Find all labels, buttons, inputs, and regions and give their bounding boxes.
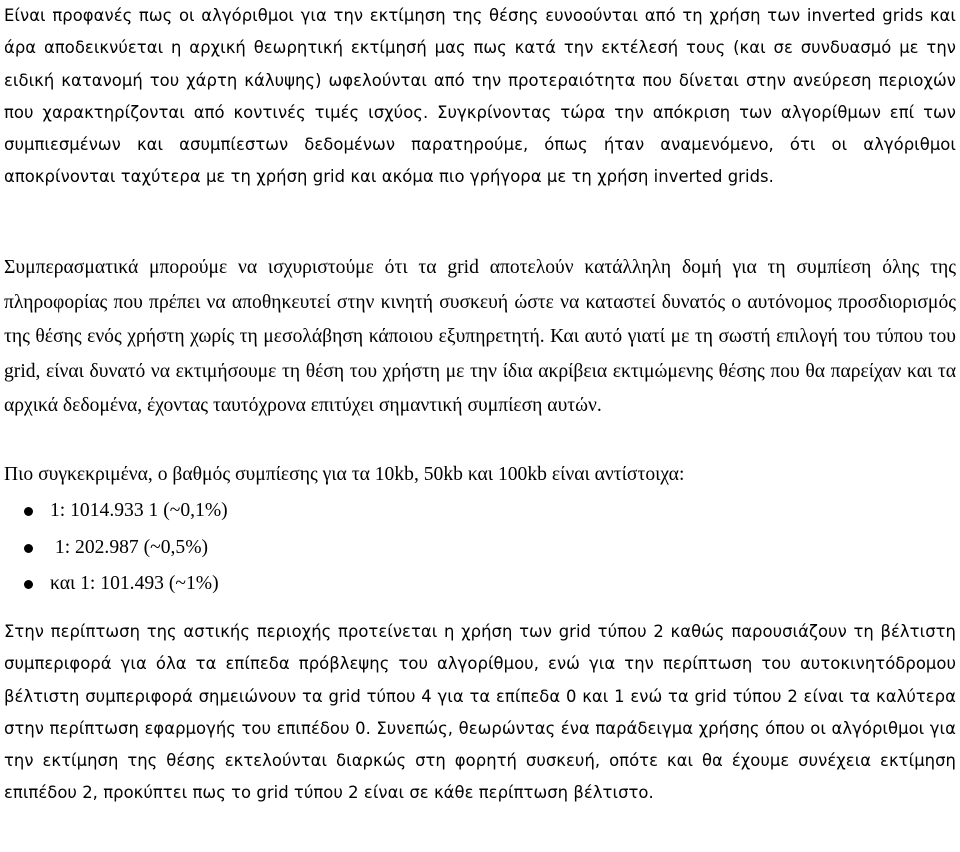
bullet-icon xyxy=(24,580,33,589)
compression-ratio-list xyxy=(24,493,228,603)
list-item xyxy=(24,566,228,603)
bullet-icon xyxy=(24,544,33,553)
paragraph-grid-recommendation: Στην περίπτωση της αστικής περιοχής προτείνεται η χρήση των grid τύπου 2 καθώς παρουσιάζουν τη βέλτιστη συμπεριφορά για όλα τα επίπεδα πρόβλεψης του αλγορίθμου, ενώ για την περίπτωση του αυτοκινητόδρομου βέλτιστη συμπεριφορά σημειώνουν τα grid τύπου 4 για τα επίπεδα 0 και 1 ενώ τα grid τύπου 2 είναι τα καλύτερα στην περίπτωση εφαρμογής του επιπέδου 0. Συνεπώς, θεωρώντας ένα παράδειγμα χρήσης όπου οι αλγόριθμοι για την εκτίμηση της θέσης εκτελούνται διαρκώς στη φορητή συσκευή, οπότε και θα έχουμε συνέχεια εκτίμηση επιπέδου 2, προκύπτει πως το grid τύπου 2 είναι σε κάθε περίπτωση βέλτιστο. xyxy=(4,622,956,803)
list-item xyxy=(24,530,228,567)
bullet-icon xyxy=(24,507,33,516)
list-item-text: και 1: 101.493 (~1%) xyxy=(50,573,219,594)
paragraph-algorithms-results: Είναι προφανές πως οι αλγόριθμοι για την εκτίμηση της θέσης ευνοούνται από τη χρήση των inverted grids και άρα αποδεικνύεται η αρχική θεωρητική εκτίμησή μας πως κατά την εκτέλεσή τους (και σε συνδυασμό με την ειδική κατανομή του χάρτη κάλυψης) ωφελούνται από την προτεραιότητα που δίνεται στην ανεύρεση περιοχών που χαρακτηρίζονται από κοντινές τιμές ισχύος. Συγκρίνοντας τώρα την απόκριση των αλγορίθμων επί των συμπιεσμένων και ασυμπίεστων δεδομένων παρατηρούμε, όπως ήταν αναμενόμενο, ότι οι αλγόριθμοι αποκρίνονται ταχύτερα με τη χρήση grid και ακόμα πιο γρήγορα με τη χρήση inverted grids. xyxy=(4,6,956,187)
paragraph-conclusion: Συμπερασματικά μπορούμε να ισχυριστούμε ότι τα grid αποτελούν κατάλληλη δομή για τη συμπίεση όλης της πληροφορίας που πρέπει να αποθηκευτεί στην κινητή συσκευή ώστε να καταστεί δυνατός ο αυτόνομος προσδιορισμός της θέσης ενός χρήστη χωρίς τη μεσολάβηση κάποιου εξυπηρετητή. Και αυτό γιατί με τη σωστή επιλογή του τύπου του grid, είναι δυνατό να εκτιμήσουμε τη θέση του χρήστη με την ίδια ακρίβεια εκτιμώμενης θέσης που θα παρείχαν και τα αρχικά δεδομένα, έχοντας ταυτόχρονα επιτύχει σημαντική συμπίεση αυτών. xyxy=(4,257,956,417)
paragraph-compression-intro: Πιο συγκεκριμένα, ο βαθμός συμπίεσης για τα 10kb, 50kb και 100kb είναι αντίστοιχα: xyxy=(4,464,685,485)
list-item-text: 1: 202.987 (~0,5%) xyxy=(50,536,209,558)
list-item xyxy=(24,493,228,530)
list-item-text: 1: 1014.933 1 (~0,1%) xyxy=(50,500,228,521)
